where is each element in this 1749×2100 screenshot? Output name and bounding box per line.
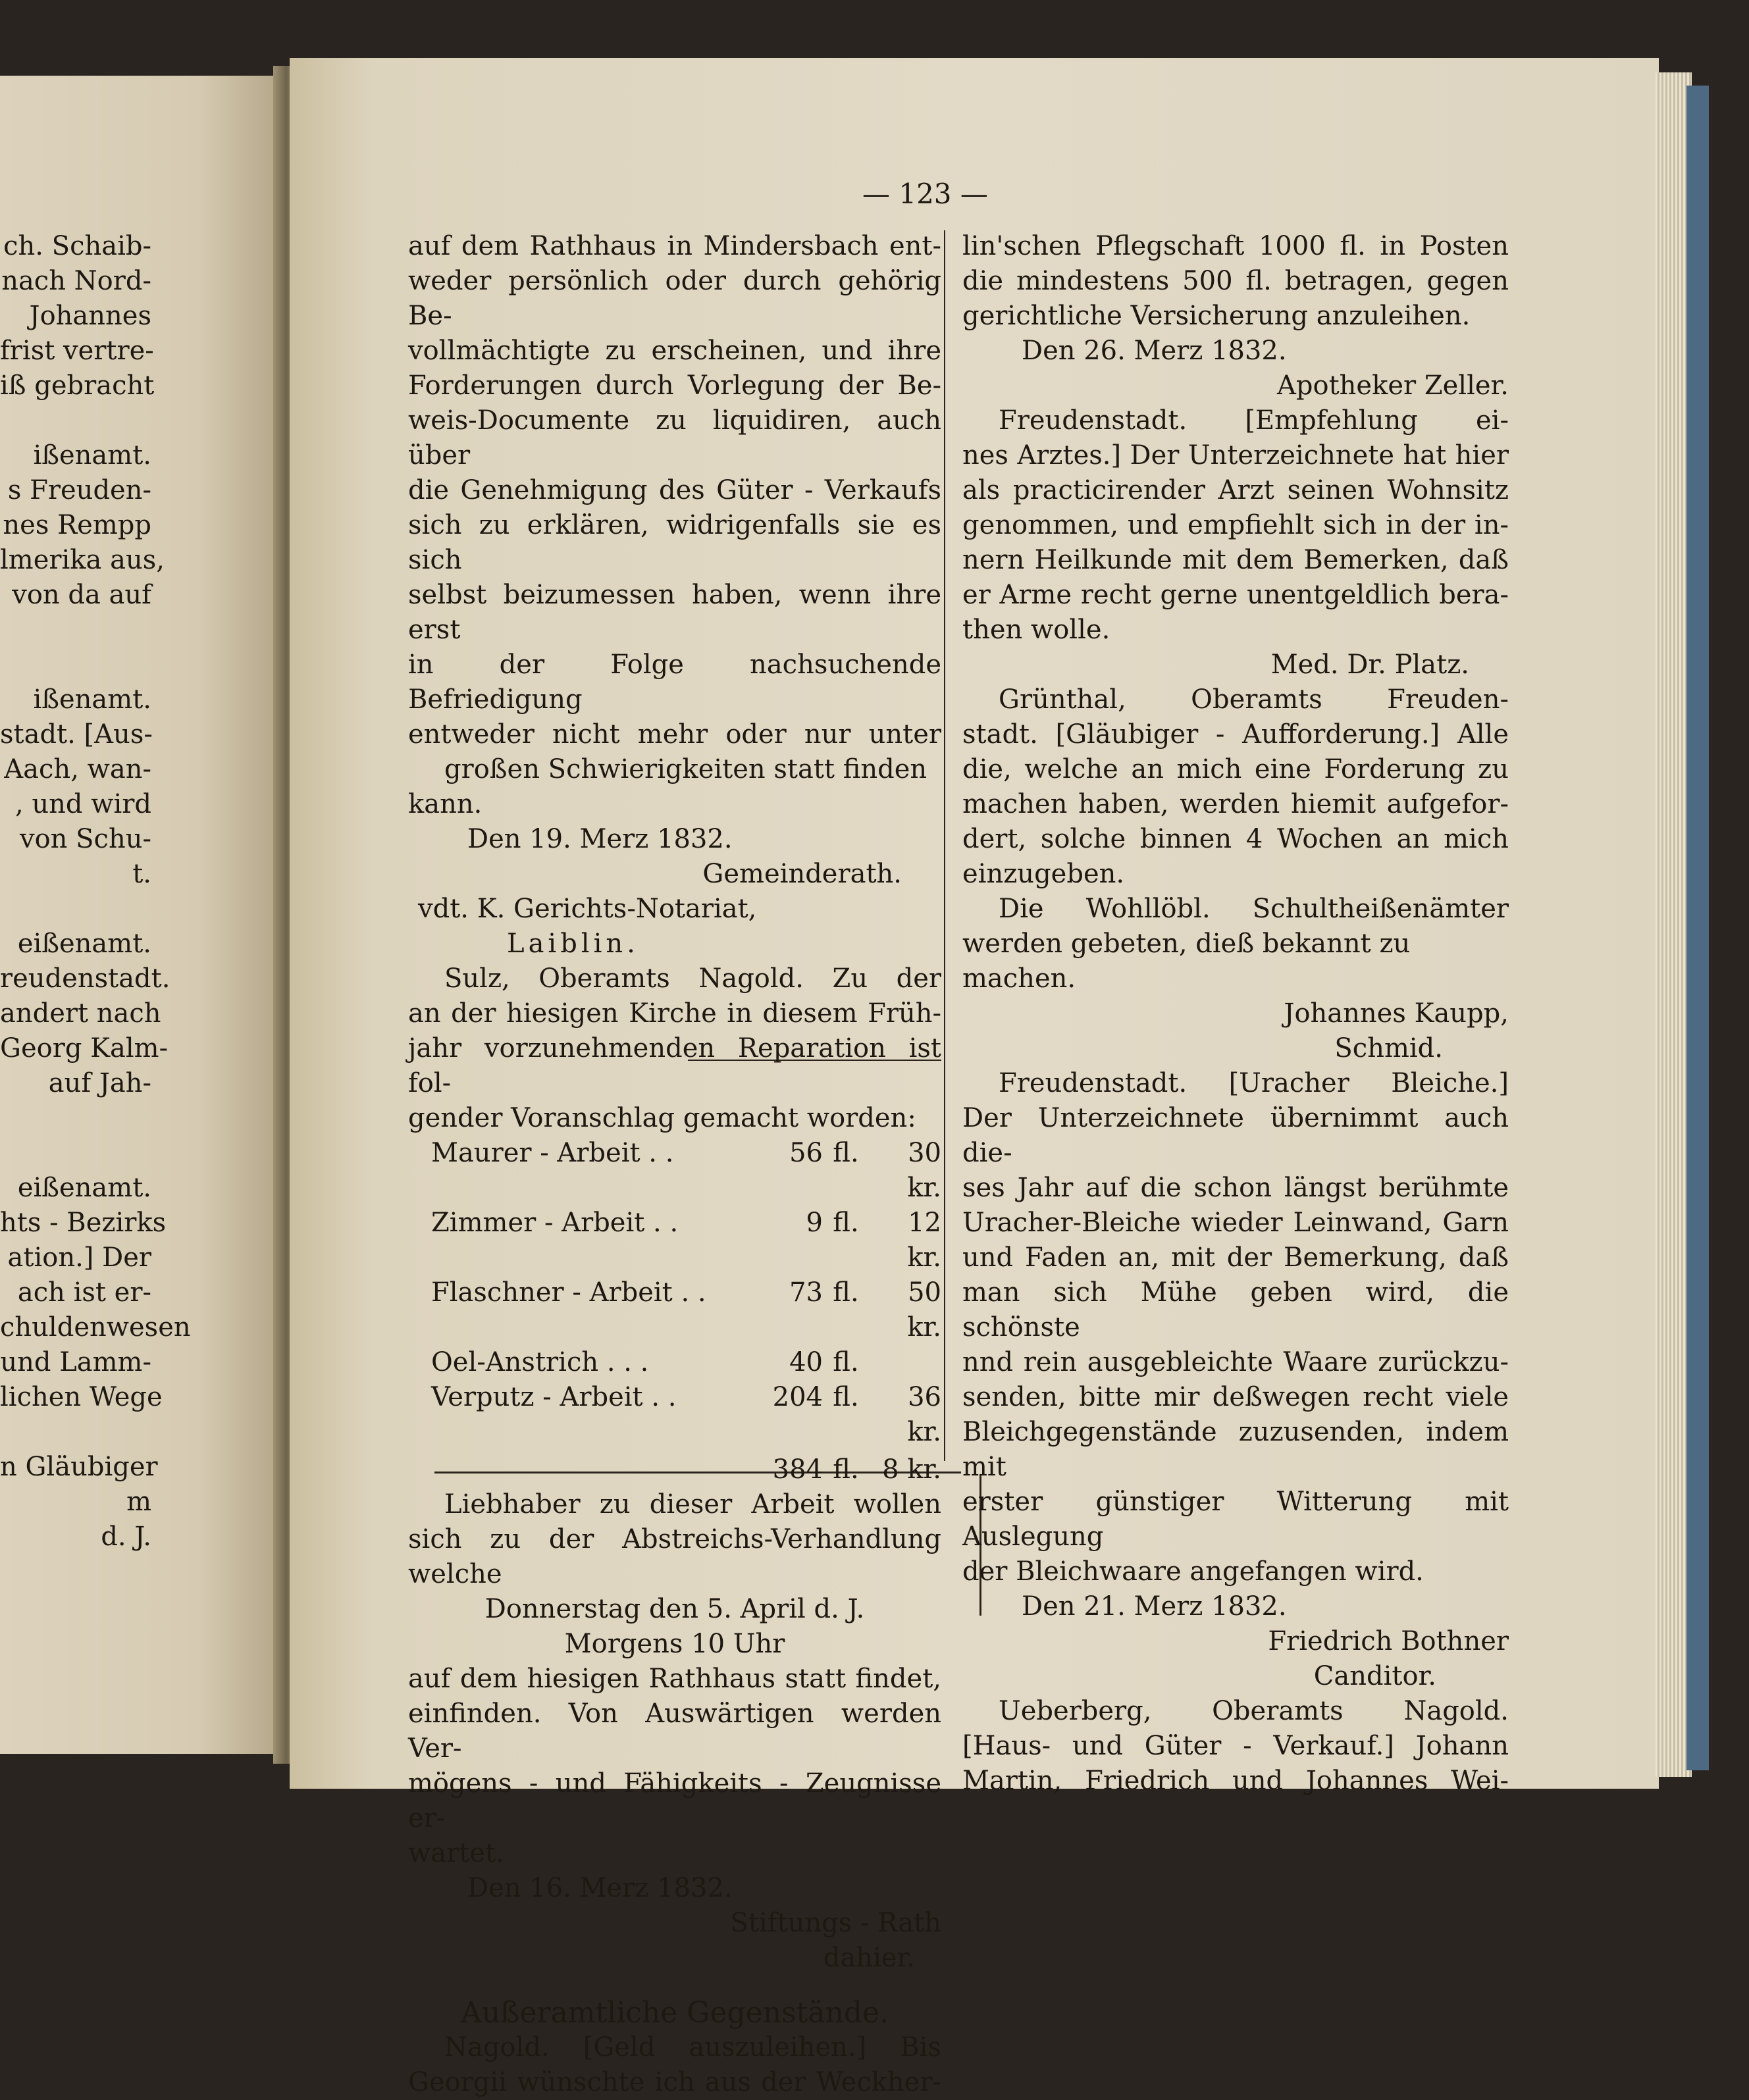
text-line: einfinden. Von Auswärtigen werden Ver-	[408, 1699, 941, 1764]
left-page-line: s Freuden-	[7, 475, 151, 505]
notice-notary: Laiblin.	[507, 929, 639, 959]
text-line: Martin, Friedrich und Johannes Wei-	[962, 1766, 1509, 1796]
notice-body	[408, 229, 941, 752]
cost-amount: 40	[789, 1347, 823, 1377]
cost-row	[408, 1136, 941, 1206]
notice-last-line: einzugeben.	[962, 859, 1125, 889]
cost-kr: 50 kr.	[907, 1277, 941, 1343]
left-page-line: ißenamt.	[33, 684, 151, 715]
text-line: Sulz, Oberamts Nagold. Zu der	[444, 963, 941, 994]
notice-signer: Johannes Kaupp,	[1284, 998, 1509, 1029]
cost-row	[408, 1380, 941, 1450]
cost-item: Verputz - Arbeit . .	[431, 1382, 677, 1412]
text-line: entweder nicht mehr oder nur unter	[408, 719, 941, 750]
notice-signer: Stiftungs - Rath	[730, 1908, 941, 1938]
left-page-text	[0, 229, 191, 1554]
notice-ueberberg	[962, 1694, 1509, 1799]
page-number: — 123 —	[862, 178, 988, 210]
notice-last-line: der Bleichwaare angefangen wird.	[962, 1556, 1424, 1587]
notice-last-line: gerichtliche Versicherung anzuleihen.	[962, 301, 1471, 331]
left-page-line: , und wird	[14, 789, 151, 819]
notice-signer: Friedrich Bothner	[1268, 1626, 1509, 1656]
auction-time: Morgens 10 Uhr	[564, 1629, 785, 1659]
text-line: vollmächtigte zu erscheinen, und ihre	[408, 336, 941, 366]
cost-kr: 12 kr.	[907, 1208, 941, 1273]
text-line: weder persönlich oder durch gehörig Be-	[408, 266, 941, 331]
notice-nagold-cont	[962, 229, 1509, 299]
left-page-line: n Gläubiger	[0, 1452, 158, 1482]
text-line: Georgii wünschte ich aus der Weckher-	[408, 2067, 941, 2097]
left-page-line: ißenamt.	[33, 440, 151, 471]
left-page-line: ach ist er-	[17, 1277, 151, 1308]
left-page-line: frist vertre-	[0, 336, 154, 366]
text-line: man sich Mühe geben wird, die schönste	[962, 1277, 1509, 1343]
left-page-line: lichen Wege	[0, 1382, 163, 1412]
left-page-line: von da auf	[12, 580, 151, 610]
cost-amount: 9	[806, 1208, 823, 1238]
left-page-line: Georg Kalm-	[0, 1033, 169, 1063]
text-line: [Haus- und Güter - Verkauf.] Johann	[962, 1731, 1509, 1761]
cost-amount: 56	[789, 1138, 823, 1168]
notice-doctor	[962, 403, 1509, 613]
left-page-line: ch. Schaib-	[3, 231, 151, 261]
notice-nagold	[408, 2030, 941, 2100]
text-line: die, welche an mich eine Forderung zu	[962, 754, 1509, 784]
text-line: senden, bitte mir deßwegen recht viele	[962, 1382, 1509, 1412]
left-page-line	[0, 403, 151, 438]
text-line: Forderungen durch Vorlegung der Be-	[408, 371, 941, 401]
cost-fl: fl.	[833, 1347, 859, 1377]
cost-row	[408, 1275, 941, 1345]
cost-row	[408, 1206, 941, 1275]
left-page-line	[0, 1101, 151, 1136]
left-page-line: Aach, wan-	[4, 754, 151, 784]
cost-row	[408, 1345, 941, 1380]
section-heading: Außeramtliche Gegenstände.	[460, 1996, 889, 2030]
left-page-line: iß gebracht	[0, 371, 155, 401]
notice-body-more	[408, 1662, 941, 1836]
left-page-line: stadt. [Aus-	[0, 719, 153, 750]
text-line: auf dem Rathhaus in Mindersbach ent-	[408, 231, 941, 261]
text-line: an der hiesigen Kirche in diesem Früh-	[408, 998, 941, 1029]
notice-last-line: gender Voranschlag gemacht worden:	[408, 1103, 916, 1133]
text-line: die Genehmigung des Güter - Verkaufs	[408, 475, 941, 505]
notice-gruenthal-cont	[962, 892, 1509, 927]
text-line: Nagold. [Geld auszuleihen.] Bis	[444, 2032, 941, 2062]
notice-signer: Med. Dr. Platz.	[1270, 650, 1469, 680]
text-line: Die Wohllöbl. Schultheißenämter	[999, 894, 1509, 924]
text-line: Freudenstadt. [Empfehlung ei-	[999, 405, 1509, 436]
left-page-line	[0, 613, 151, 648]
left-page-line: von Schu-	[20, 824, 151, 854]
left-page-line: und Lamm-	[0, 1347, 151, 1377]
left-page-line: lmerika aus,	[0, 545, 165, 575]
cost-item: Maurer - Arbeit . .	[431, 1138, 674, 1168]
text-line: Bleichgegenstände zuzusenden, indem mit	[962, 1417, 1509, 1482]
left-page-line: hts - Bezirks	[0, 1208, 167, 1238]
left-page-line	[0, 1415, 151, 1450]
text-line: machen haben, werden hiemit aufgefor-	[962, 789, 1509, 819]
book-cover	[1686, 86, 1709, 1770]
text-line: dert, solche binnen 4 Wochen an mich	[962, 824, 1509, 854]
notice-signer: Apotheker Zeller.	[1277, 371, 1509, 401]
left-page-line: reudenstadt.	[0, 963, 170, 994]
notice-last-line: then wolle.	[962, 615, 1110, 645]
auction-day: Donnerstag den 5. April d. J.	[484, 1594, 865, 1624]
cost-kr: 36 kr.	[907, 1382, 941, 1447]
total-fl: fl.	[833, 1454, 859, 1485]
text-line: sich zu der Abstreichs-Verhandlung welche	[408, 1524, 941, 1589]
text-line: Uracher-Bleiche wieder Leinwand, Garn	[962, 1208, 1509, 1238]
left-page-line: eißenamt.	[17, 929, 151, 959]
notice-date: Den 19. Merz 1832.	[467, 824, 733, 854]
left-page-line: Johannes	[29, 301, 151, 331]
left-page-line	[0, 648, 151, 682]
text-line: er Arme recht gerne unentgeldlich bera-	[962, 580, 1509, 610]
text-line: weis-Documente zu liquidiren, auch über	[408, 405, 941, 471]
text-line: sich zu erklären, widrigenfalls sie es sich	[408, 510, 941, 575]
text-line: in der Folge nachsuchende Befriedigung	[408, 650, 941, 715]
left-page-line: d. J.	[101, 1522, 151, 1552]
notice-date: Den 16. Merz 1832.	[467, 1873, 733, 1903]
text-line: die mindestens 500 fl. betragen, gegen	[962, 266, 1509, 296]
cost-fl: fl.	[833, 1138, 859, 1168]
text-line: stadt. [Gläubiger - Aufforderung.] Alle	[962, 719, 1509, 750]
text-line: Der Unterzeichnete übernimmt auch die-	[962, 1103, 1509, 1168]
notice-body-cont	[408, 1487, 941, 1592]
left-page-line: t.	[132, 859, 151, 889]
left-page-line: ation.] Der	[7, 1242, 151, 1273]
notice-mindersbach	[408, 229, 941, 961]
notice-sulz	[408, 961, 941, 1976]
cost-kr: 30 kr.	[907, 1138, 941, 1203]
cost-estimate-table	[408, 1136, 941, 1450]
left-page-line: auf Jah-	[48, 1068, 151, 1098]
text-line: als practicirender Arzt seinen Wohnsitz	[962, 475, 1509, 505]
column-divider	[944, 230, 945, 1461]
text-line: auf dem hiesigen Rathhaus statt findet,	[408, 1664, 941, 1694]
total-kr: 8 kr.	[882, 1454, 941, 1485]
text-line: nnd rein ausgebleichte Waare zurückzu-	[962, 1347, 1509, 1377]
left-page-line: m	[126, 1487, 151, 1517]
text-line: Liebhaber zu dieser Arbeit wollen	[444, 1489, 941, 1520]
notice-body	[408, 961, 941, 1101]
right-column	[962, 229, 1509, 1799]
left-page-line	[0, 892, 151, 927]
total-amount: 384	[772, 1454, 823, 1485]
notice-signer-2: dahier.	[823, 1943, 915, 1973]
notice-date: Den 21. Merz 1832.	[1022, 1591, 1287, 1622]
text-line: selbst beizumessen haben, wenn ihre erst	[408, 580, 941, 645]
text-line: ses Jahr auf die schon längst berühmte	[962, 1173, 1509, 1203]
cost-item: Zimmer - Arbeit . .	[431, 1208, 679, 1238]
left-column	[408, 229, 941, 2100]
text-line: mögens - und Fähigkeits - Zeugnisse er-	[408, 1768, 941, 1833]
notice-date: Den 26. Merz 1832.	[1022, 336, 1287, 366]
text-line: Ueberberg, Oberamts Nagold.	[999, 1696, 1509, 1726]
notice-vdt: vdt. K. Gerichts-Notariat,	[418, 894, 757, 924]
left-page-line: chuldenwesen	[0, 1312, 191, 1343]
notice-signer-2: Canditor.	[1313, 1661, 1436, 1691]
text-line: Grünthal, Oberamts Freuden-	[999, 684, 1509, 715]
notice-signer-2: Schmid.	[1334, 1033, 1443, 1063]
left-page-line	[0, 1136, 151, 1171]
left-page-line: andert nach	[0, 998, 161, 1029]
cost-amount: 73	[789, 1277, 823, 1308]
text-line: jahr vorzunehmenden Reparation ist fol-	[408, 1033, 941, 1098]
notice-last-line: großen Schwierigkeiten statt finden kann.	[408, 754, 927, 819]
left-page-line: nes Rempp	[3, 510, 151, 540]
text-line: und Faden an, mit der Bemerkung, daß	[962, 1242, 1509, 1273]
text-line: Freudenstadt. [Uracher Bleiche.]	[999, 1068, 1509, 1098]
notice-last-line: wartet.	[408, 1838, 504, 1868]
notice-gruenthal	[962, 682, 1509, 857]
text-line: genommen, und empfiehlt sich in der in-	[962, 510, 1509, 540]
notice-bleiche	[962, 1066, 1509, 1554]
left-page-line: nach Nord-	[1, 266, 151, 296]
cost-fl: fl.	[833, 1382, 859, 1412]
text-line: lin'schen Pflegschaft 1000 fl. in Posten	[962, 231, 1509, 261]
cost-item: Flaschner - Arbeit . .	[431, 1277, 706, 1308]
notice-signer: Gemeinderath.	[702, 859, 902, 889]
text-line: nern Heilkunde mit dem Bemerken, daß	[962, 545, 1509, 575]
cost-amount: 204	[772, 1382, 823, 1412]
text-line: nes Arztes.] Der Unterzeichnete hat hier	[962, 440, 1509, 471]
notice-last-line: werden gebeten, dieß bekannt zu machen.	[962, 929, 1411, 994]
cost-fl: fl.	[833, 1277, 859, 1308]
cost-total-row	[408, 1452, 941, 1487]
cost-fl: fl.	[833, 1208, 859, 1238]
text-line: erster günstiger Witterung mit Auslegung	[962, 1487, 1509, 1552]
left-page-line: eißenamt.	[17, 1173, 151, 1203]
cost-item: Oel-Anstrich . . .	[431, 1347, 649, 1377]
